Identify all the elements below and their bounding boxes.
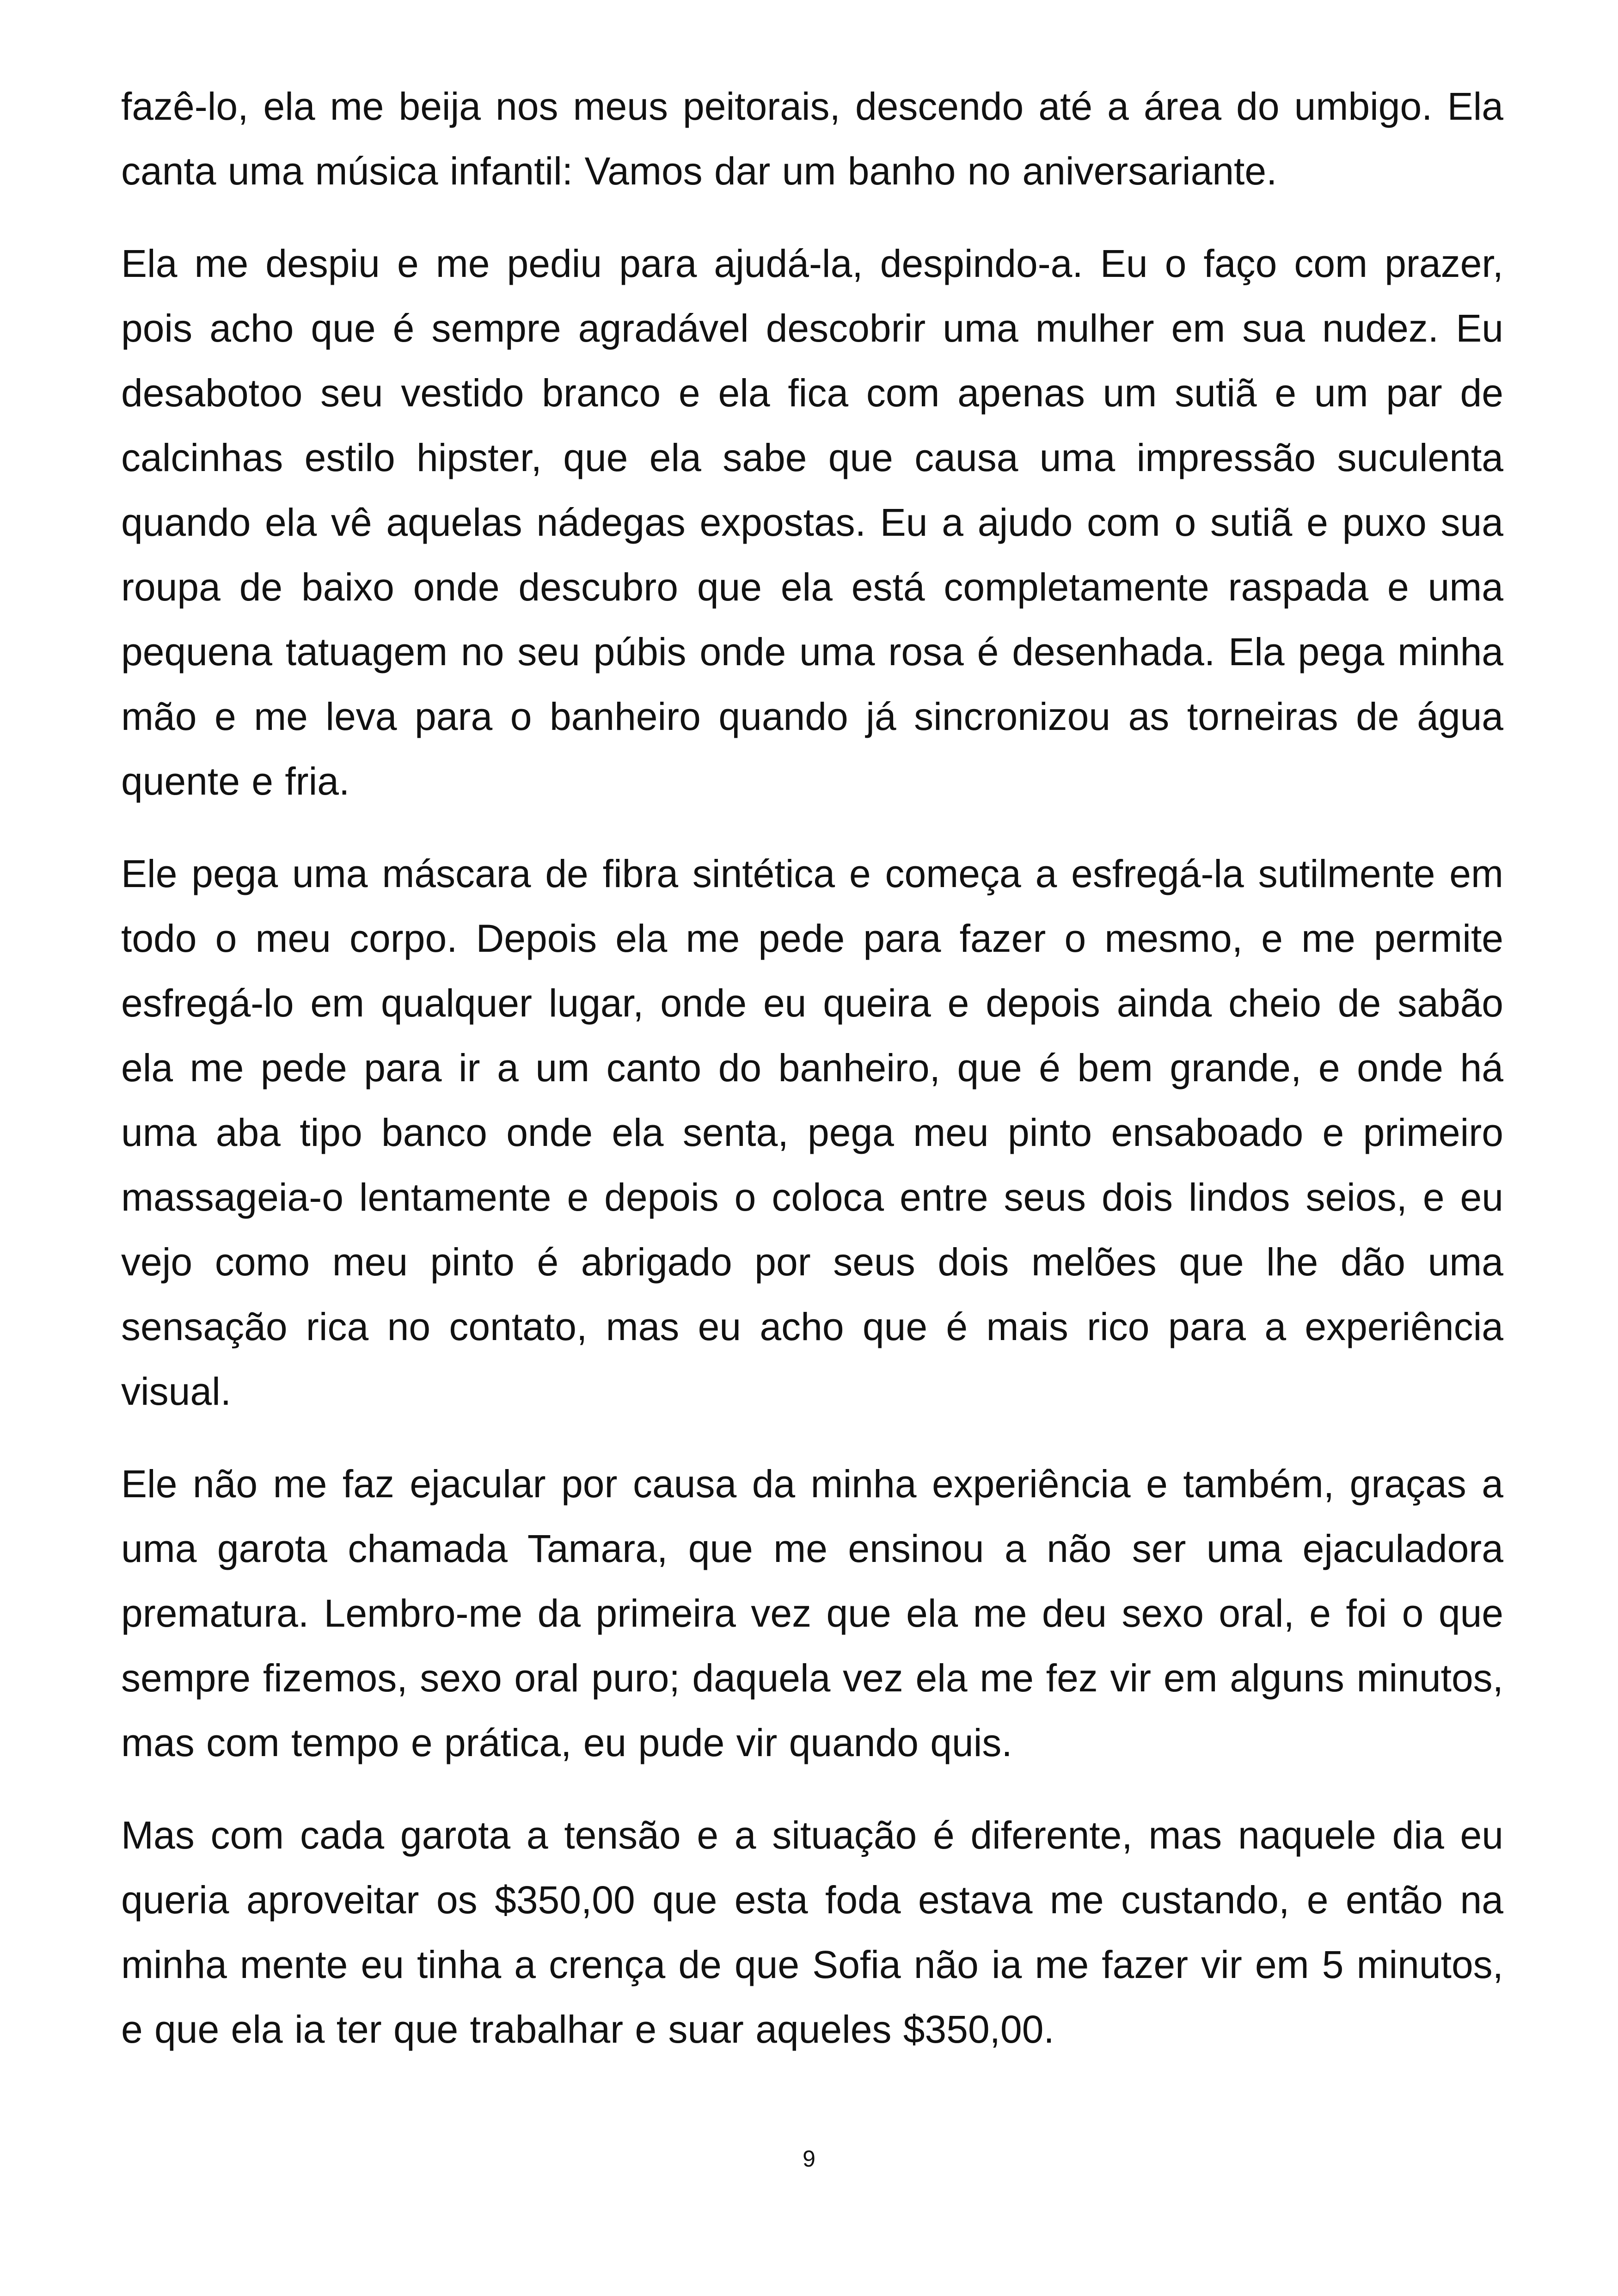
paragraph-4: Ele não me faz ejacular por causa da minha experiência e também, graças a uma garota chamada Tamara, que me ensinou a não ser uma ejaculadora prematura. Lembro-me da primeira vez que ela me deu sexo oral, e foi o que sempre fizemos, sexo oral puro; daquela vez ela me fez vir em alguns minutos, mas com tempo e prática, eu pude vir quando quis.: [121, 1462, 1503, 1764]
page-body: [121, 74, 1503, 2089]
paragraph-5: Mas com cada garota a tensão e a situação é diferente, mas naquele dia eu queria aproveitar os $350,00 que esta foda estava me custando, e então na minha mente eu tinha a crença de que Sofia não ia me fazer vir em 5 minutos, e que ela ia ter que trabalhar e suar aqueles $350,00.: [121, 1813, 1503, 2051]
paragraph-1: fazê-lo, ela me beija nos meus peitorais, descendo até a área do umbigo. Ela canta uma música infantil: Vamos dar um banho no aniversariante.: [121, 85, 1503, 193]
paragraph-3: Ele pega uma máscara de fibra sintética e começa a esfregá-la sutilmente em todo o meu corpo. Depois ela me pede para fazer o mesmo, e me permite esfregá-lo em qualquer lugar, onde eu queira e depois ainda cheio de sabão ela me pede para ir a um canto do banheiro, que é bem grande, e onde há uma aba tipo banco onde ela senta, pega meu pinto ensaboado e primeiro massageia-o lentamente e depois o coloca entre seus dois lindos seios, e eu vejo como meu pinto é abrigado por seus dois melões que lhe dão uma sensação rica no contato, mas eu acho que é mais rico para a experiência visual.: [121, 852, 1503, 1413]
page-number: 9: [803, 2146, 815, 2172]
paragraph-2: Ela me despiu e me pediu para ajudá-la, despindo-a. Eu o faço com prazer, pois acho que é sempre agradável descobrir uma mulher em sua nudez. Eu desabotoo seu vestido branco e ela fica com apenas um sutiã e um par de calcinhas estilo hipster, que ela sabe que causa uma impressão suculenta quando ela vê aquelas nádegas expostas. Eu a ajudo com o sutiã e puxo sua roupa de baixo onde descubro que ela está completamente raspada e uma pequena tatuagem no seu púbis onde uma rosa é desenhada. Ela pega minha mão e me leva para o banheiro quando já sincronizou as torneiras de água quente e fria.: [121, 242, 1503, 803]
